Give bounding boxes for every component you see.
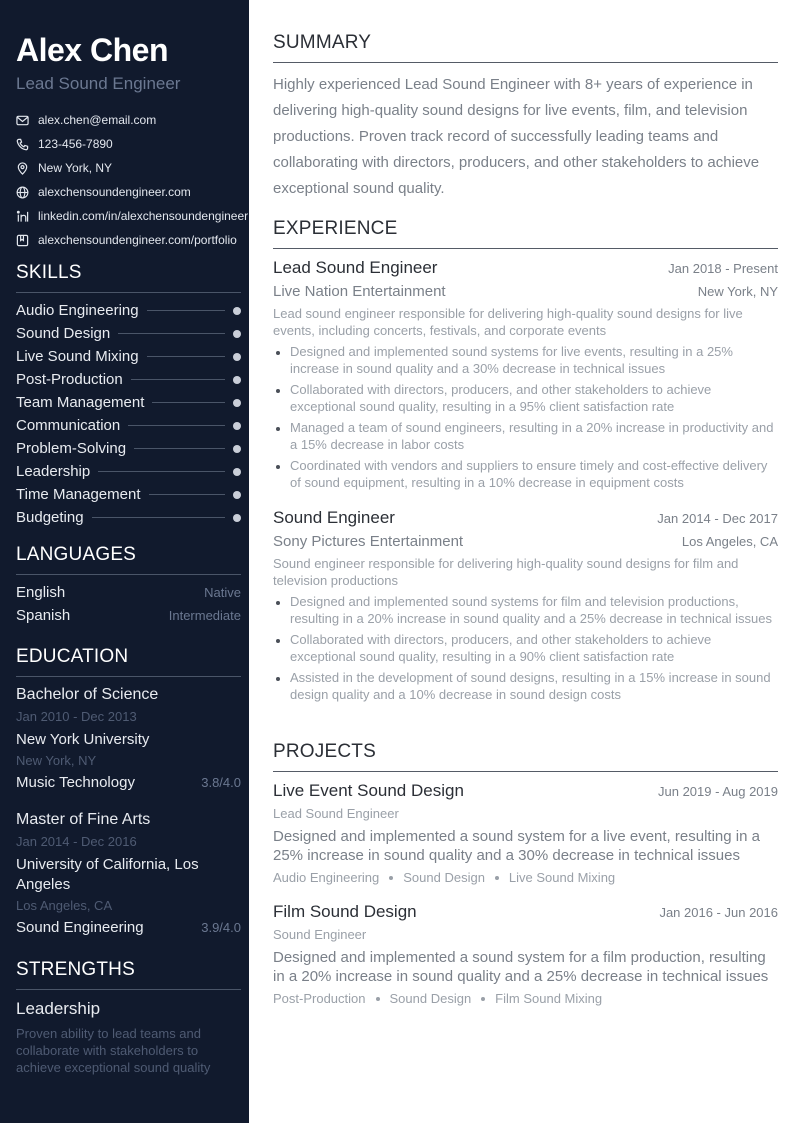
- project-tag: Sound Design: [389, 991, 472, 1006]
- sidebar: [0, 0, 249, 1123]
- job-bullet: Collaborated with directors, producers, and other stakeholders to achieve exceptional sound quality, resulting in a 95% client satisfaction rate: [273, 381, 778, 415]
- contact-location-text: New York, NY: [38, 161, 113, 175]
- education-heading: EDUCATION: [16, 646, 241, 677]
- job-bullet: Designed and implemented sound systems for live events, resulting in a 25% increase in sound quality and a 30% decrease in technical issues: [273, 343, 778, 377]
- languages-heading: LANGUAGES: [16, 544, 241, 575]
- job-dates: Jan 2014 - Dec 2017: [657, 511, 778, 526]
- education-field-row: [16, 772, 241, 794]
- contact-phone[interactable]: [16, 132, 256, 156]
- skill-label: Live Sound Mixing: [16, 348, 139, 365]
- education-degree: Bachelor of Science: [16, 686, 159, 703]
- skill-leader-line: [118, 333, 225, 334]
- language-level: Native: [204, 585, 241, 600]
- tag-separator: [481, 997, 485, 1001]
- skill-label: Post-Production: [16, 371, 123, 388]
- contact-website[interactable]: [16, 180, 256, 204]
- experience-item: [273, 506, 778, 707]
- project-tag: Audio Engineering: [273, 870, 380, 885]
- skill-leader-line: [134, 448, 225, 449]
- project-dates: Jan 2016 - Jun 2016: [659, 905, 778, 920]
- contact-location: [16, 156, 256, 180]
- education-dates: Jan 2014 - Dec 2016: [16, 834, 137, 849]
- project-title: Film Sound Design: [273, 902, 417, 921]
- skill-label: Audio Engineering: [16, 302, 139, 319]
- skill-label: Problem-Solving: [16, 440, 127, 457]
- project-tag: Film Sound Mixing: [495, 991, 603, 1006]
- summary-heading: SUMMARY: [273, 32, 778, 63]
- skills-heading: SKILLS: [16, 262, 241, 293]
- project-role: Lead Sound Engineer: [273, 806, 399, 821]
- language-item: [16, 581, 241, 604]
- job-bullet: Designed and implemented sound systems for film and television productions, resulting in a 20% increase in sound quality and a 25% decrease in technical issues: [273, 593, 778, 627]
- project-tags: [273, 867, 778, 889]
- skill-label: Sound Design: [16, 325, 111, 342]
- contact-linkedin-text: linkedin.com/in/alexchensoundengineer: [38, 209, 249, 223]
- skill-label: Communication: [16, 417, 121, 434]
- education-location: Los Angeles, CA: [16, 898, 113, 913]
- skill-item: [16, 483, 241, 506]
- skill-dot: [233, 491, 241, 499]
- education-school: University of California, Los Angeles: [16, 856, 199, 893]
- skill-leader-line: [152, 402, 225, 403]
- skill-dot: [233, 514, 241, 522]
- strength-item: [16, 997, 241, 1076]
- skill-item: [16, 391, 241, 414]
- skill-item: [16, 414, 241, 437]
- education-field: Sound Engineering: [16, 919, 144, 936]
- job-company: Sony Pictures Entertainment: [273, 533, 464, 550]
- skill-dot: [233, 307, 241, 315]
- job-title: Lead Sound Engineer: [273, 258, 438, 277]
- experience-item: [273, 256, 778, 495]
- project-description: Designed and implemented a sound system for a film production, resulting in a 20% increase in sound quality and a 25% decrease in technical issues: [273, 949, 769, 985]
- skill-dot: [233, 445, 241, 453]
- language-name: English: [16, 584, 66, 601]
- tag-separator: [495, 876, 499, 880]
- skill-dot: [233, 353, 241, 361]
- skill-leader-line: [149, 494, 226, 495]
- candidate-role: Lead Sound Engineer: [16, 74, 181, 93]
- project-title: Live Event Sound Design: [273, 781, 464, 800]
- contact-email[interactable]: [16, 108, 256, 132]
- skills-list: [16, 299, 241, 529]
- contact-linkedin[interactable]: [16, 204, 256, 228]
- project-tag: Live Sound Mixing: [508, 870, 616, 885]
- skill-leader-line: [147, 356, 225, 357]
- project-tags: [273, 988, 778, 1010]
- education-field-row: [16, 917, 241, 939]
- education-school: New York University: [16, 731, 150, 748]
- education-gpa: 3.9/4.0: [201, 920, 241, 935]
- skill-leader-line: [147, 310, 225, 311]
- job-location: New York, NY: [697, 284, 778, 299]
- education-degree: Master of Fine Arts: [16, 811, 151, 828]
- strengths-heading: STRENGTHS: [16, 959, 241, 990]
- job-title: Sound Engineer: [273, 508, 395, 527]
- project-description: Designed and implemented a sound system for a live event, resulting in a 25% increase in sound quality and a 30% decrease in technical issues: [273, 828, 760, 864]
- skill-item: [16, 299, 241, 322]
- job-dates: Jan 2018 - Present: [668, 261, 778, 276]
- strength-title: Leadership: [16, 999, 101, 1018]
- mail-icon: [16, 114, 29, 127]
- language-name: Spanish: [16, 607, 71, 624]
- contact-portfolio[interactable]: [16, 228, 256, 252]
- project-tag: Sound Design: [403, 870, 485, 885]
- phone-icon: [16, 138, 29, 151]
- project-role: Sound Engineer: [273, 927, 367, 942]
- job-bullet: Coordinated with vendors and suppliers to ensure timely and cost-effective delivery of sound equipment, resulting in a 10% decrease in equipment costs: [273, 457, 778, 491]
- skill-dot: [233, 330, 241, 338]
- skill-label: Budgeting: [16, 509, 84, 526]
- job-company: Live Nation Entertainment: [273, 283, 446, 300]
- experience-heading: EXPERIENCE: [273, 218, 778, 249]
- globe-icon: [16, 186, 29, 199]
- project-item: [273, 900, 778, 1010]
- contact-phone-text: 123-456-7890: [38, 137, 113, 151]
- contact-email-text: alex.chen@email.com: [38, 113, 157, 127]
- job-bullet: Collaborated with directors, producers, and other stakeholders to achieve exceptional sound quality, resulting in a 90% client satisfaction rate: [273, 631, 778, 665]
- skill-leader-line: [98, 471, 225, 472]
- strength-description: Proven ability to lead teams and collaborate with stakeholders to achieve exceptional sound quality: [16, 1026, 211, 1075]
- skill-item: [16, 368, 241, 391]
- project-tag: Post-Production: [273, 991, 366, 1006]
- candidate-name: Alex Chen: [16, 32, 168, 68]
- education-field: Music Technology: [16, 774, 135, 791]
- contact-portfolio-text: alexchensoundengineer.com/portfolio: [38, 233, 237, 247]
- languages-list: [16, 581, 241, 627]
- language-level: Intermediate: [168, 608, 241, 623]
- skill-label: Leadership: [16, 463, 91, 480]
- location-pin-icon: [16, 162, 29, 175]
- tag-separator: [389, 876, 393, 880]
- education-gpa: 3.8/4.0: [201, 775, 241, 790]
- contact-list: [16, 108, 256, 252]
- skill-label: Team Management: [16, 394, 145, 411]
- skill-item: [16, 322, 241, 345]
- skill-leader-line: [131, 379, 225, 380]
- skill-dot: [233, 376, 241, 384]
- contact-website-text: alexchensoundengineer.com: [38, 185, 191, 199]
- skill-dot: [233, 468, 241, 476]
- portfolio-icon: [16, 234, 29, 247]
- skill-label: Time Management: [16, 486, 141, 503]
- job-location: Los Angeles, CA: [681, 534, 778, 549]
- project-item: [273, 779, 778, 889]
- skill-item: [16, 506, 241, 529]
- skill-item: [16, 460, 241, 483]
- linkedin-icon: [16, 210, 29, 223]
- education-location: New York, NY: [16, 753, 97, 768]
- tag-separator: [376, 997, 380, 1001]
- skill-leader-line: [92, 517, 225, 518]
- skill-dot: [233, 422, 241, 430]
- job-bullet: Assisted in the development of sound designs, resulting in a 15% increase in sound design quality and a 10% decrease in sound design costs: [273, 669, 778, 703]
- project-dates: Jun 2019 - Aug 2019: [658, 784, 778, 799]
- projects-heading: PROJECTS: [273, 741, 778, 772]
- job-bullets: [273, 593, 778, 703]
- skill-dot: [233, 399, 241, 407]
- job-description: Lead sound engineer responsible for delivering high-quality sound designs for live events, including concerts, festivals, and corporate events: [273, 306, 743, 338]
- job-description: Sound engineer responsible for delivering high-quality sound designs for film and television productions: [273, 556, 739, 588]
- summary-text: Highly experienced Lead Sound Engineer with 8+ years of experience in delivering high-quality sound designs for live events, film, and television productions. Proven track record of successfully leading teams and collaborating with directors, producers, and other stakeholders to achieve exceptional sound quality.: [273, 76, 760, 197]
- education-item: [16, 684, 241, 794]
- skill-item: [16, 437, 241, 460]
- skill-item: [16, 345, 241, 368]
- skill-leader-line: [128, 425, 225, 426]
- language-item: [16, 604, 241, 627]
- education-dates: Jan 2010 - Dec 2013: [16, 709, 137, 724]
- education-item: [16, 809, 241, 939]
- job-bullets: [273, 343, 778, 491]
- job-bullet: Managed a team of sound engineers, resulting in a 20% increase in productivity and a 15% decrease in labor costs: [273, 419, 778, 453]
